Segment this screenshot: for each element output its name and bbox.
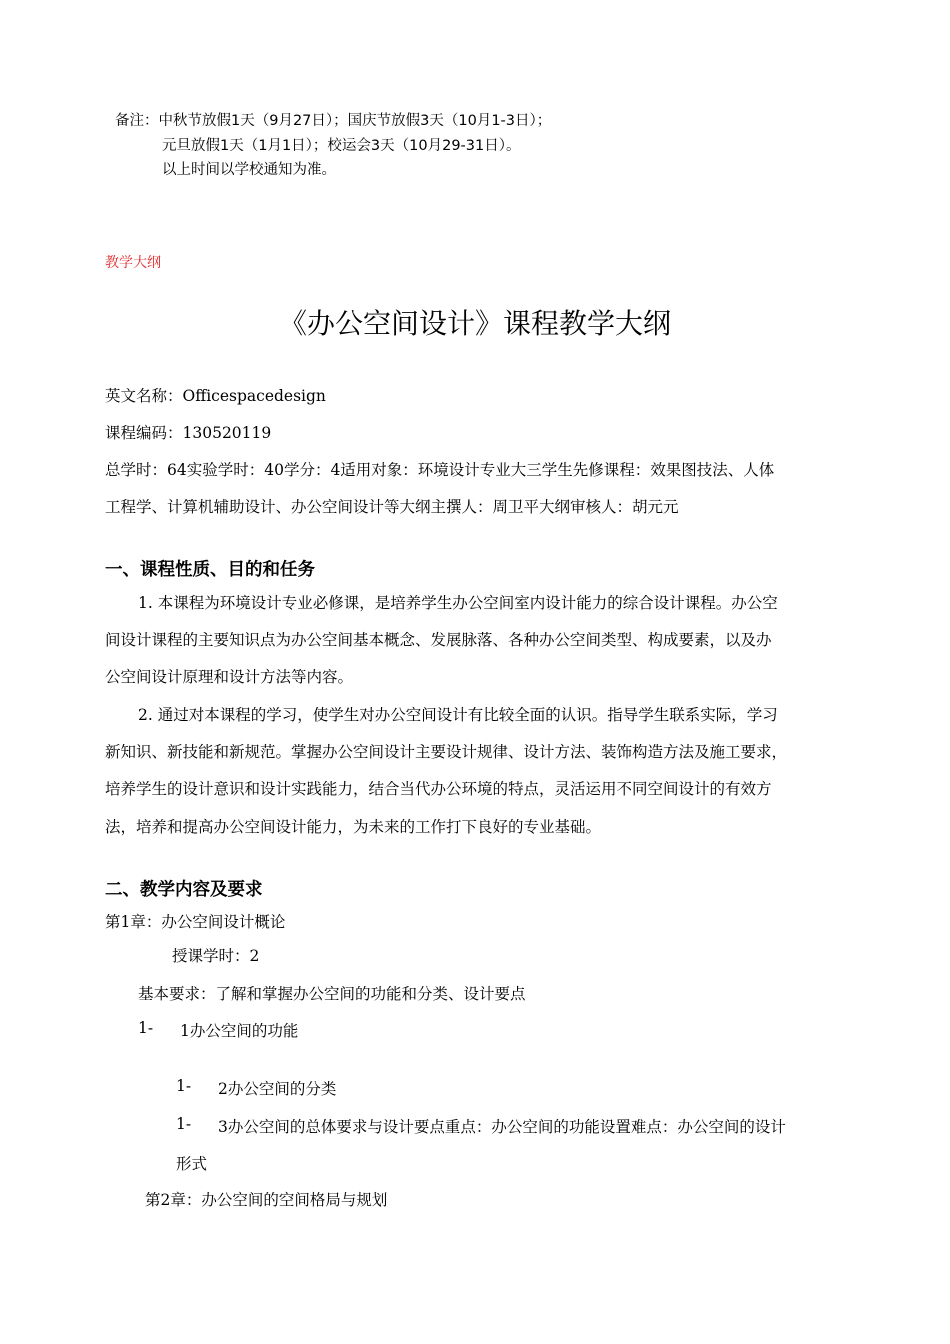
chapter-1-title: 第1章：办公空间设计概论 xyxy=(105,913,286,931)
item-2-text: 2办公空间的分类 xyxy=(218,1080,337,1098)
item-3-number: 1- xyxy=(176,1115,192,1133)
chapter-1-hours: 授课学时：2 xyxy=(172,947,260,965)
note-line-1: 备注：中秋节放假1天（9月27日）；国庆节放假3天（10月1-3日）； xyxy=(115,113,552,129)
note-line-3: 以上时间以学校通知为准。 xyxy=(162,162,336,178)
item-1-number: 1- xyxy=(138,1019,154,1037)
hours-line-2: 工程学、计算机辅助设计、办公空间设计等大纲主撰人：周卫平大纲审核人：胡元元 xyxy=(105,498,679,516)
chapter-1-requirement: 基本要求：了解和掌握办公空间的功能和分类、设计要点 xyxy=(138,985,526,1003)
item-3-text: 3办公空间的总体要求与设计要点重点：办公空间的功能设置难点：办公空间的设计 xyxy=(218,1118,786,1136)
s1-p1-line-2: 间设计课程的主要知识点为办公空间基本概念、发展脉落、各种办公空间类型、构成要素，以及办 xyxy=(105,631,772,649)
s1-p2-line-2: 新知识、新技能和新规范。掌握办公空间设计主要设计规律、设计方法、装饰构造方法及施工要求， xyxy=(105,743,788,761)
item-3-continuation: 形式 xyxy=(176,1155,208,1173)
page-title: 《办公空间设计》课程教学大纲 xyxy=(278,307,671,340)
s1-p2-line-1: 2. 通过对本课程的学习，使学生对办公空间设计有比较全面的认识。指导学生联系实际，学习 xyxy=(138,706,778,724)
note-line-2: 元旦放假1天（1月1日）；校运会3天（10月29-31日）。 xyxy=(162,138,521,154)
s1-p1-line-3: 公空间设计原理和设计方法等内容。 xyxy=(105,668,354,686)
section-2-heading: 二、教学内容及要求 xyxy=(105,880,263,900)
section-label: 教学大纲 xyxy=(105,255,161,271)
item-2-number: 1- xyxy=(176,1077,192,1095)
item-1-text: 1办公空间的功能 xyxy=(180,1022,299,1040)
english-name: 英文名称：Officespacedesign xyxy=(105,387,326,405)
hours-line-1: 总学时：64实验学时：40学分：4适用对象：环境设计专业大三学生先修课程：效果图技法、人体 xyxy=(105,461,775,479)
course-code: 课程编码：130520119 xyxy=(105,424,272,442)
s1-p1-line-1: 1. 本课程为环境设计专业必修课，是培养学生办公空间室内设计能力的综合设计课程。办公空 xyxy=(138,594,778,612)
section-1-heading: 一、课程性质、目的和任务 xyxy=(105,560,315,580)
chapter-2-title: 第2章：办公空间的空间格局与规划 xyxy=(145,1191,388,1209)
s1-p2-line-3: 培养学生的设计意识和设计实践能力，结合当代办公环境的特点，灵活运用不同空间设计的有效方 xyxy=(105,780,772,798)
s1-p2-line-4: 法，培养和提高办公空间设计能力，为未来的工作打下良好的专业基础。 xyxy=(105,818,602,836)
